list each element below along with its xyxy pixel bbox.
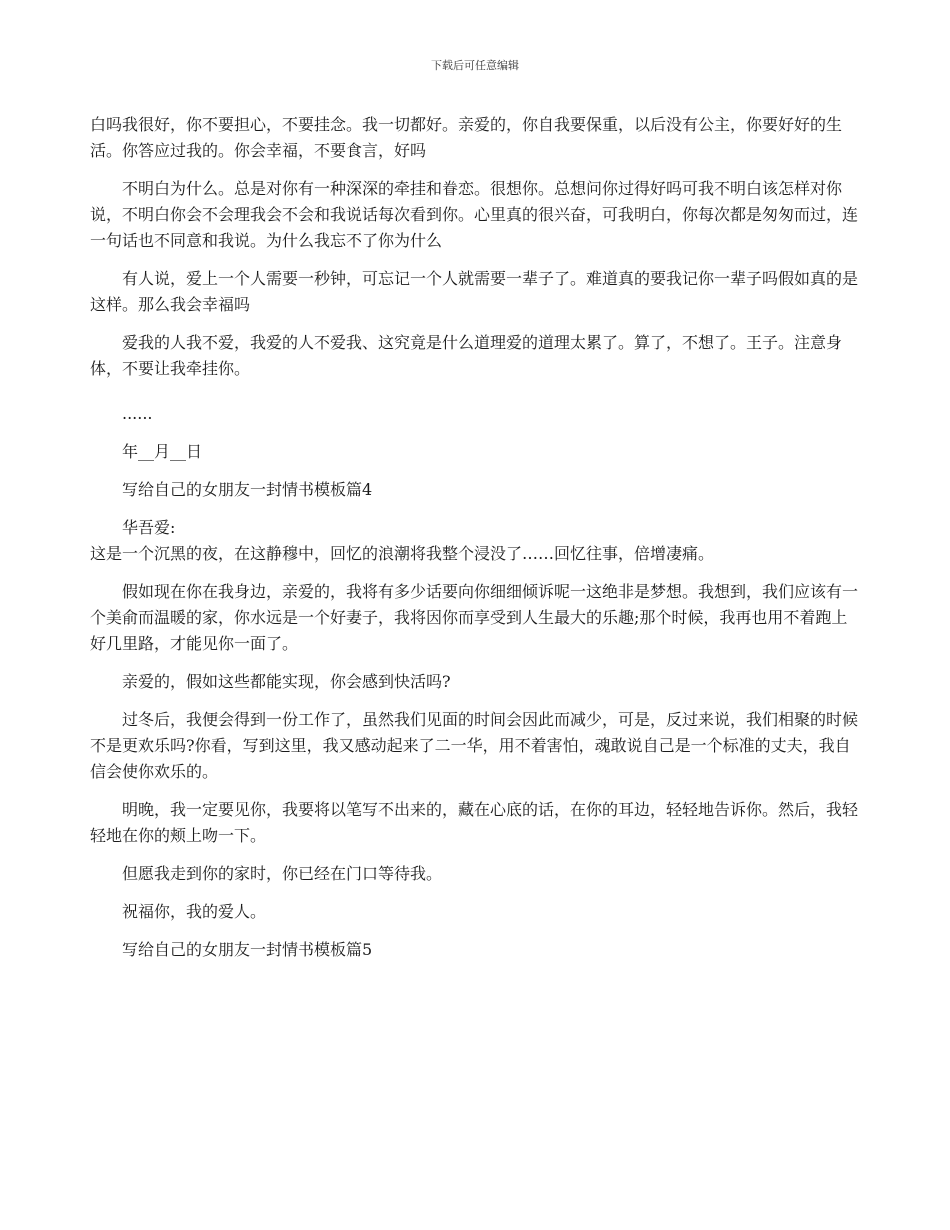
document-body xyxy=(90,112,860,963)
paragraph: 有人说，爱上一个人需要一秒钟，可忘记一个人就需要一辈子了。难道真的要我记你一辈子吗假如真的是这样。那么我会幸福吗 xyxy=(90,269,859,314)
paragraph: 亲爱的，假如这些都能实现，你会感到快活吗? xyxy=(122,672,451,691)
date-line: 年__月__日 xyxy=(122,442,203,461)
salutation: 华吾爱: xyxy=(122,518,176,537)
paragraph-continued: 白吗我很好，你不要担心，不要挂念。我一切都好。亲爱的，你自我要保重，以后没有公主，你要好好的生活。你答应过我的。你会幸福，不要食言，好吗 xyxy=(90,115,843,160)
section-heading: 写给自己的女朋友一封情书模板篇5 xyxy=(122,940,373,959)
closing: 祝福你，我的爱人。 xyxy=(122,902,267,921)
paragraph: 假如现在你在我身边，亲爱的，我将有多少话要向你细细倾诉呢一这绝非是梦想。我想到，我们应该有一个美俞而温暖的家，你水远是一个好妻子，我将因你而享受到人生最大的乐趣;那个时候，我再也用不着跑上好几里路，才能见你一面了。 xyxy=(90,582,859,653)
ellipsis-line: ...... xyxy=(122,404,153,423)
paragraph: 这是一个沉黑的夜，在这静穆中，回忆的浪潮将我整个浸没了……回忆往事，倍增凄痛。 xyxy=(90,544,715,563)
page-header: 下载后可任意编辑 xyxy=(431,59,519,72)
paragraph: 明晚，我一定要见你，我要将以笔写不出来的，藏在心底的话，在你的耳边，轻轻地告诉你。然后，我轻轻地在你的颊上吻一下。 xyxy=(90,800,859,845)
paragraph: 过冬后，我便会得到一份工作了，虽然我们见面的时间会因此而减少，可是，反过来说，我们相聚的时候不是更欢乐吗?你看，写到这里，我又感动起来了二一华，用不着害怕，魂敢说自己是一个标准的丈夫，我自信会使你欢乐的。 xyxy=(90,710,859,781)
paragraph: 但愿我走到你的家时，你已经在门口等待我。 xyxy=(122,864,443,883)
paragraph: 不明白为什么。总是对你有一种深深的牵挂和眷恋。很想你。总想问你过得好吗可我不明白该怎样对你说，不明白你会不会理我会不会和我说话每次看到你。心里真的很兴奋，可我明白，你每次都是匆匆而过，连一句话也不同意和我说。为什么我忘不了你为什么 xyxy=(90,179,859,250)
section-heading: 写给自己的女朋友一封情书模板篇4 xyxy=(122,480,373,499)
paragraph: 爱我的人我不爱，我爱的人不爱我、这究竟是什么道理爱的道理太累了。算了，不想了。王子。注意身体，不要让我牵挂你。 xyxy=(90,333,843,378)
